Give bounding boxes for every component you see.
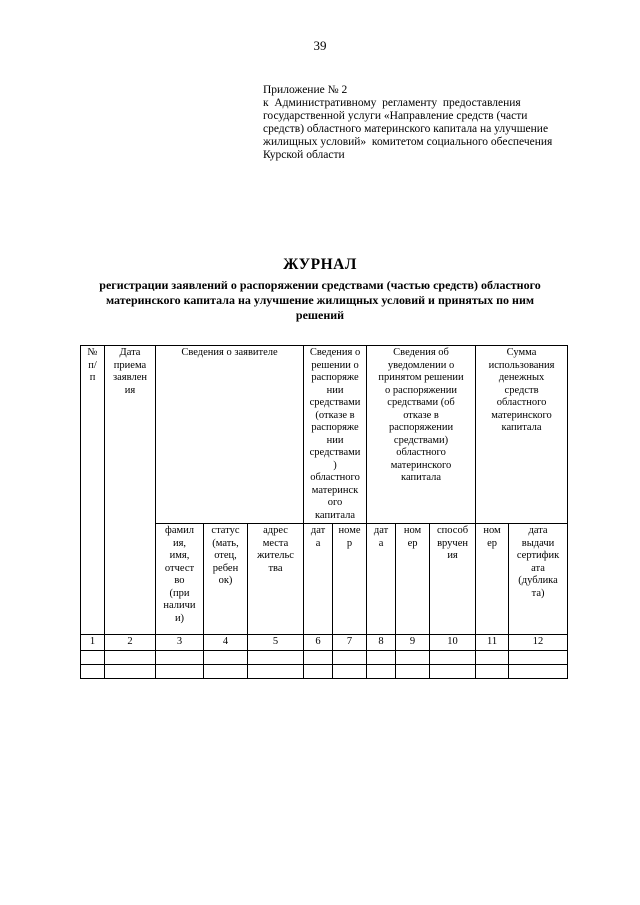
subheader-cell: фамил ия, имя, отчест во (при наличи и) — [156, 524, 204, 635]
column-number: 11 — [476, 635, 509, 651]
appendix-line: жилищных условий» комитетом социального обеспечения — [263, 136, 553, 148]
subtitle-line: материнского капитала на улучшение жилищных условий и принятых по ним — [105, 293, 535, 307]
subheader-cell: ном ер — [396, 524, 430, 635]
appendix-line: государственной услуги «Направление средств (части — [263, 110, 528, 122]
empty-cell — [304, 664, 333, 678]
document-title — [60, 256, 580, 323]
empty-cell — [476, 650, 509, 664]
empty-cell — [367, 664, 396, 678]
empty-cell — [304, 650, 333, 664]
empty-cell — [367, 650, 396, 664]
subheader-cell: дата выдачи сертифик ата (дублика та) — [509, 524, 568, 635]
appendix-line: к Административному регламенту предоставления — [263, 97, 521, 109]
page-number: 39 — [313, 38, 327, 53]
empty-cell — [396, 650, 430, 664]
subtitle-line: регистрации заявлений о распоряжении средствами (частью средств) областного — [99, 278, 541, 292]
appendix-line: средств) областного материнского капитала на улучшение — [263, 123, 549, 135]
empty-cell — [333, 650, 367, 664]
subheader-cell: дат а — [367, 524, 396, 635]
subheader-cell: способ вручен ия — [430, 524, 476, 635]
empty-row — [81, 650, 568, 664]
column-number: 6 — [304, 635, 333, 651]
column-number-row — [81, 635, 568, 651]
column-number: 7 — [333, 635, 367, 651]
column-number: 12 — [509, 635, 568, 651]
empty-cell — [156, 664, 204, 678]
title-subtitle — [60, 278, 580, 323]
empty-cell — [248, 650, 304, 664]
column-number: 5 — [248, 635, 304, 651]
header-cell-notification: Сведения об уведомлении о принятом решении о распоряжении средствами (об отказе в распоряжении средствами) областного материнского капитала — [367, 346, 476, 524]
empty-row — [81, 664, 568, 678]
title-main: ЖУРНАЛ — [283, 256, 357, 273]
subheader-cell: дат а — [304, 524, 333, 635]
column-number: 10 — [430, 635, 476, 651]
empty-cell — [430, 650, 476, 664]
empty-cell — [396, 664, 430, 678]
empty-cell — [156, 650, 204, 664]
appendix-line: Курской области — [263, 149, 345, 161]
appendix-note — [263, 84, 583, 162]
subtitle-line: решений — [295, 308, 345, 322]
header-cell-date: Дата приема заявлен ия — [105, 346, 156, 635]
subheader-cell: номе р — [333, 524, 367, 635]
subheader-cell: адрес места жительс тва — [248, 524, 304, 635]
empty-cell — [248, 664, 304, 678]
empty-cell — [204, 650, 248, 664]
header-cell-decision: Сведения о решении о распоряже нии средствами (отказе в распоряже нии средствами ) областного материнск ого капитала — [304, 346, 367, 524]
journal-table — [80, 345, 568, 679]
empty-cell — [81, 664, 105, 678]
column-number: 8 — [367, 635, 396, 651]
header-cell-amount: Сумма использования денежных средств областного материнского капитала — [476, 346, 568, 524]
appendix-line: Приложение № 2 — [263, 84, 348, 96]
empty-cell — [509, 664, 568, 678]
header-cell-number: № п/ п — [81, 346, 105, 635]
subheader-cell: ном ер — [476, 524, 509, 635]
empty-cell — [105, 664, 156, 678]
subheader-cell: статус (мать, отец, ребен ок) — [204, 524, 248, 635]
empty-cell — [204, 664, 248, 678]
empty-cell — [509, 650, 568, 664]
header-row — [81, 346, 568, 524]
empty-cell — [476, 664, 509, 678]
empty-cell — [81, 650, 105, 664]
column-number: 4 — [204, 635, 248, 651]
column-number: 9 — [396, 635, 430, 651]
column-number: 3 — [156, 635, 204, 651]
column-number: 2 — [105, 635, 156, 651]
empty-cell — [430, 664, 476, 678]
empty-cell — [105, 650, 156, 664]
empty-cell — [333, 664, 367, 678]
header-cell-applicant: Сведения о заявителе — [156, 346, 304, 524]
column-number: 1 — [81, 635, 105, 651]
